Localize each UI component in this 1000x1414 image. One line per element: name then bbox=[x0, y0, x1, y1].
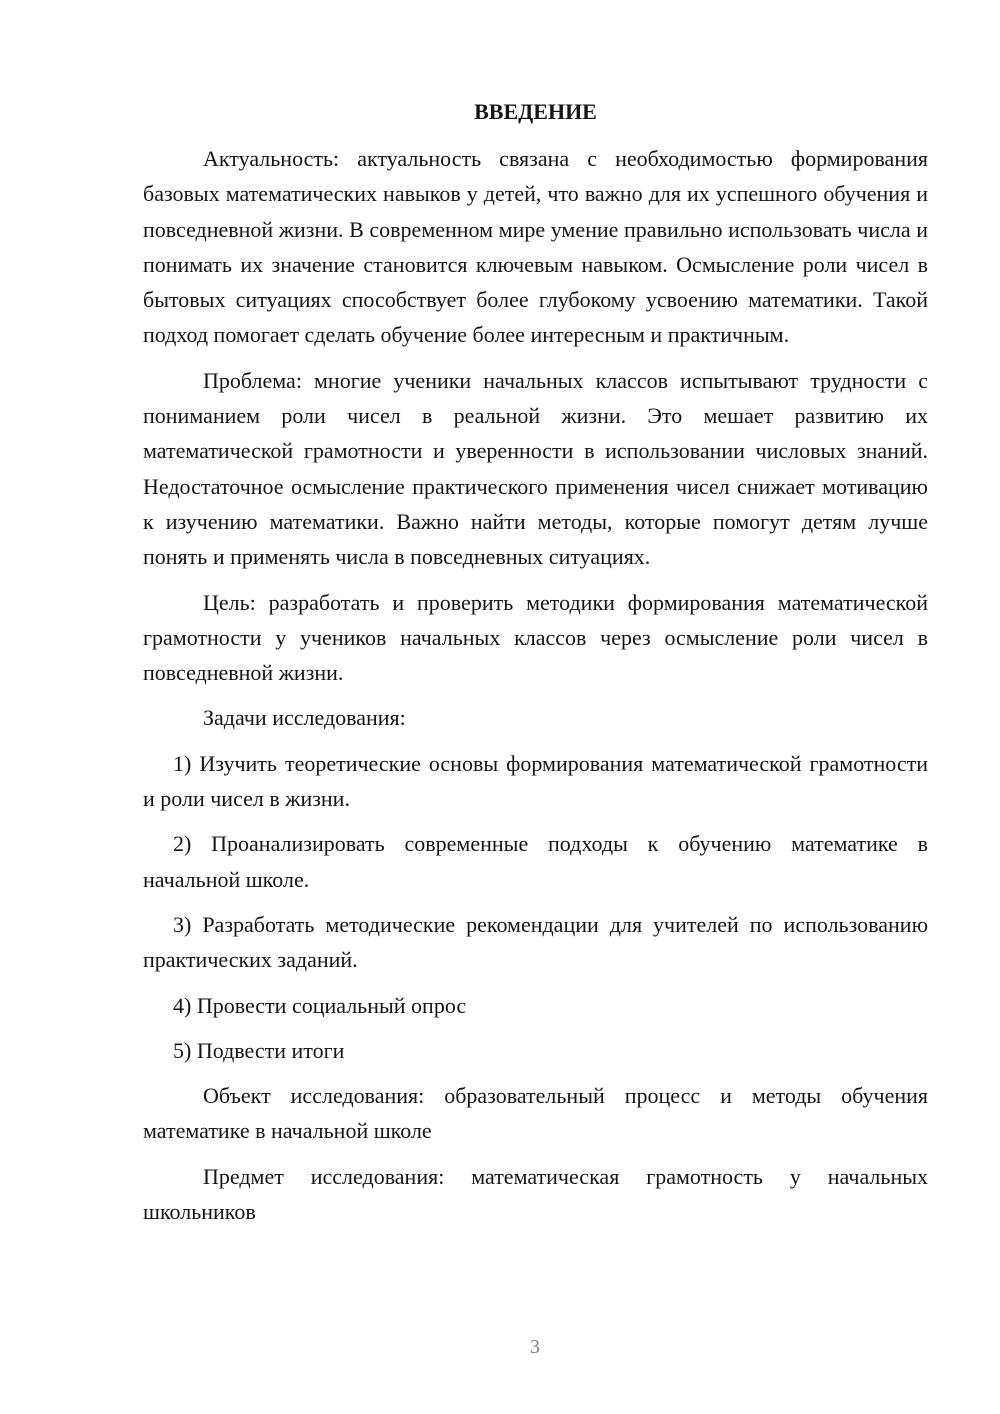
section-heading: ВВЕДЕНИЕ bbox=[474, 99, 597, 124]
goal-paragraph: Цель: разработать и проверить методики формирования математической грамотности у учеников начальных классов через осмысление роли чисел в повседневной жизни. bbox=[143, 589, 928, 686]
tasks-title: Задачи исследования: bbox=[203, 705, 406, 731]
task-item-2: 2) Проанализировать современные подходы к обучению математике в начальной школе. bbox=[143, 831, 928, 892]
page-content bbox=[143, 94, 928, 1229]
task-item-3: 3) Разработать методические рекомендации для учителей по использованию практических заданий. bbox=[143, 911, 928, 973]
task-item-1: 1) Изучить теоретические основы формирования математической грамотности и роли чисел в жизни. bbox=[143, 750, 928, 812]
task-item-5: 5) Подвести итоги bbox=[173, 1037, 345, 1063]
task-item-4: 4) Провести социальный опрос bbox=[173, 992, 467, 1018]
relevance-paragraph: Актуальность: актуальность связана с необходимостью формирования базовых математических навыков у детей, что важно для их успешного обучения и повседневной жизни. В современном мире умение правильно использовать числа и понимать их значение становится ключевым навыком. Осмысление роли чисел в бытовых ситуациях способствует более глубокому усвоению математики. Такой подход помогает сделать обучение более интересным и практичным. bbox=[143, 146, 928, 348]
page-number: 3 bbox=[530, 1336, 540, 1358]
subject-paragraph: Предмет исследования: математическая грамотность у начальных школьников bbox=[143, 1163, 928, 1225]
object-paragraph: Объект исследования: образовательный процесс и методы обучения математике в начальной школе bbox=[143, 1083, 928, 1144]
problem-paragraph: Проблема: многие ученики начальных классов испытывают трудности с пониманием роли чисел в реальной жизни. Это мешает развитию их математической грамотности и уверенности в использовании числовых знаний. Недостаточное осмысление практического применения чисел снижает мотивацию к изучению математики. Важно найти методы, которые помогут детям лучше понять и применять числа в повседневных ситуациях. bbox=[143, 367, 928, 570]
